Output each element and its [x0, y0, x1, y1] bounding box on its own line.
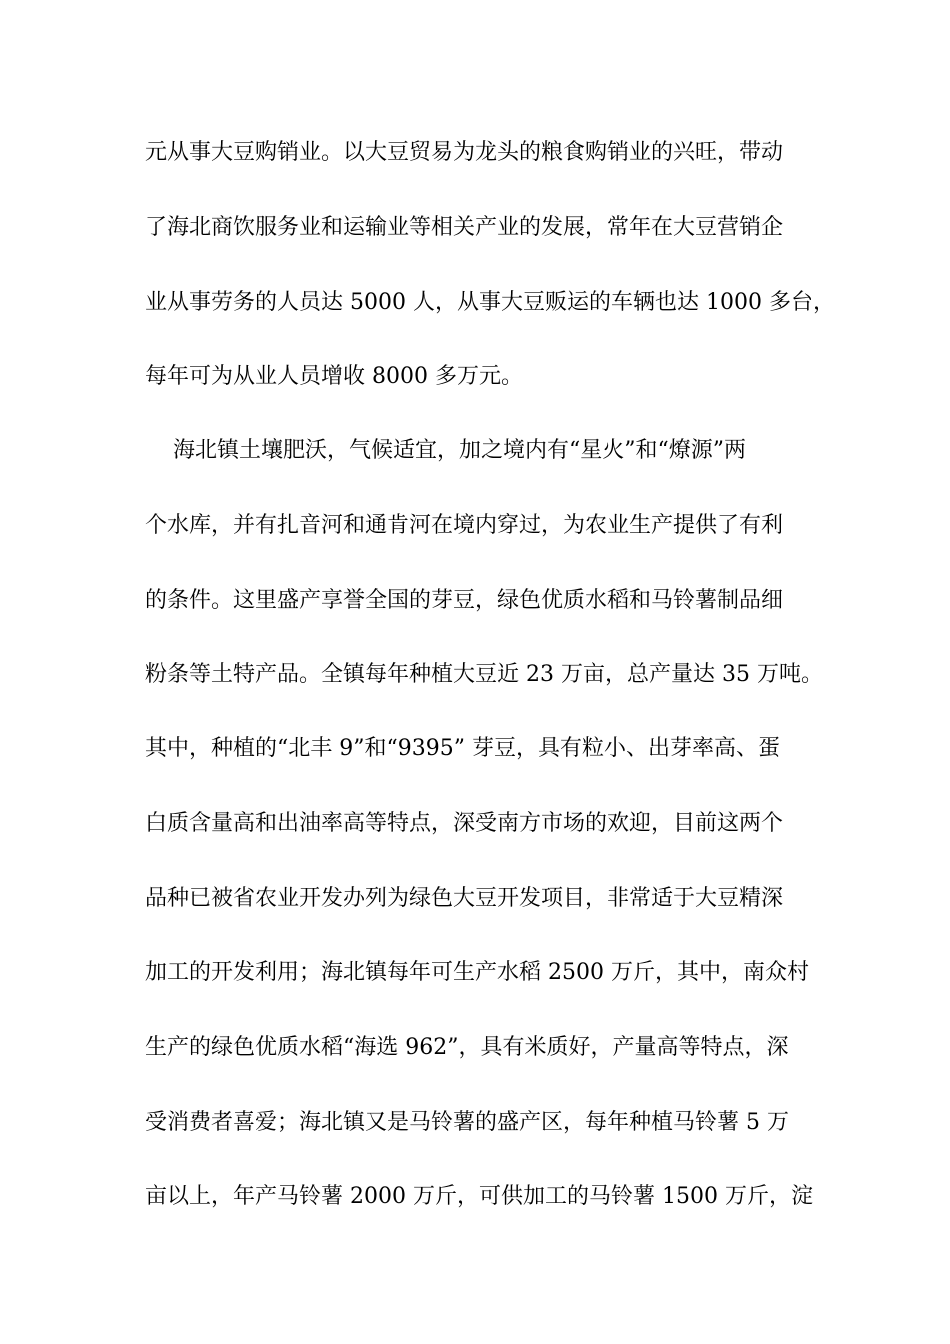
paragraph-line: 亩以上，年产马铃薯 2000 万斤，可供加工的马铃薯 1500 万斤，淀: [145, 1184, 813, 1209]
paragraph-line: 个水库，并有扎音河和通肯河在境内穿过，为农业生产提供了有利: [145, 513, 784, 538]
paragraph-line: 白质含量高和出油率高等特点，深受南方市场的欢迎，目前这两个: [145, 811, 784, 836]
paragraph-line: 品种已被省农业开发办列为绿色大豆开发项目，非常适于大豆精深: [145, 886, 784, 911]
paragraph-line: 加工的开发利用；海北镇每年可生产水稻 2500 万斤，其中，南众村: [145, 960, 809, 985]
paragraph-line: 了海北商饮服务业和运输业等相关产业的发展，常年在大豆营销企: [145, 215, 784, 240]
paragraph-line: 的条件。这里盛产享誉全国的芽豆，绿色优质水稻和马铃薯制品细: [145, 588, 784, 613]
paragraph-line: 其中，种植的“北丰 9”和“9395” 芽豆，具有粒小、出芽率高、蛋: [145, 736, 780, 761]
paragraph-line: 每年可为从业人员增收 8000 多万元。: [145, 364, 523, 389]
paragraph-line: 粉条等土特产品。全镇每年种植大豆近 23 万亩，总产量达 35 万吨。: [145, 662, 823, 687]
paragraph-line: 元从事大豆购销业。以大豆贸易为龙头的粮食购销业的兴旺，带动: [145, 140, 784, 165]
paragraph-line: 海北镇土壤肥沃，气候适宜，加之境内有“星火”和“燎源”两: [173, 438, 746, 463]
paragraph-line: 业从事劳务的人员达 5000 人，从事大豆贩运的车辆也达 1000 多台，: [145, 290, 835, 315]
paragraph-line: 生产的绿色优质水稻“海选 962”，具有米质好，产量高等特点，深: [145, 1035, 789, 1060]
paragraph-line: 受消费者喜爱；海北镇又是马铃薯的盛产区，每年种植马铃薯 5 万: [145, 1110, 789, 1135]
